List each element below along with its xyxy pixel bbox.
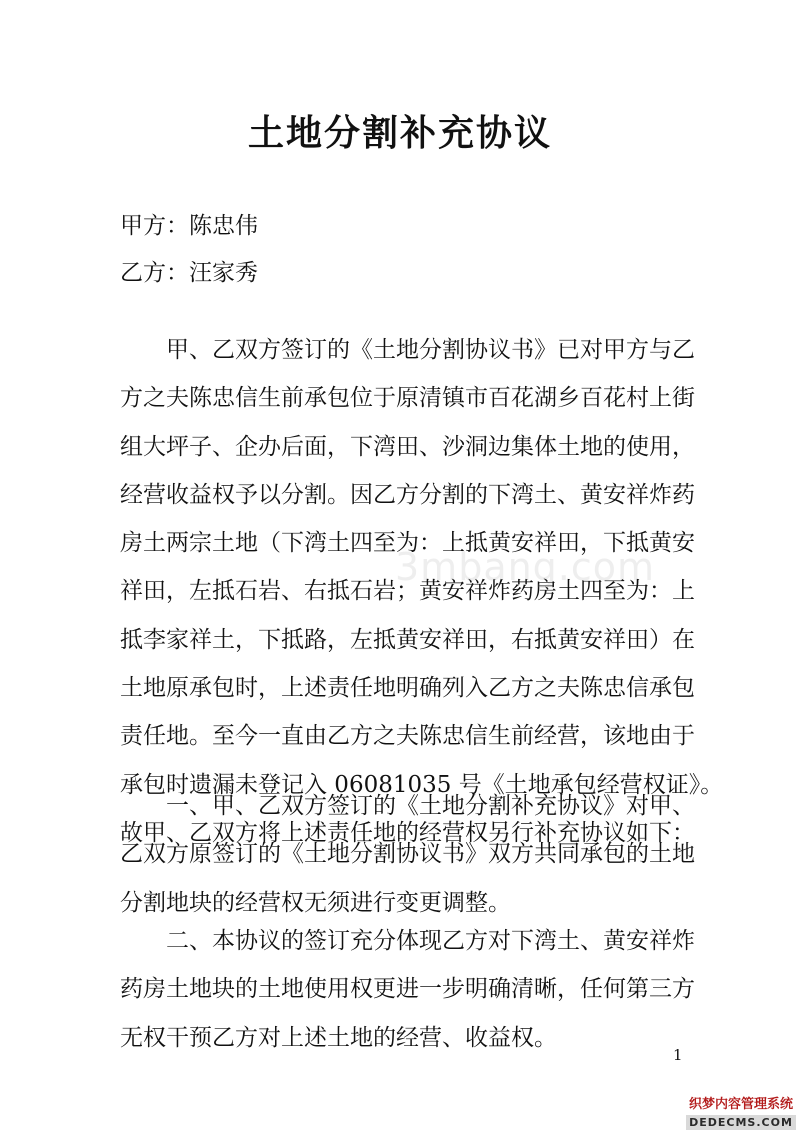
text-line: 故甲、乙双方将上述责任地的经营权另行补充协议如下： (120, 819, 695, 846)
text-line: 组大坪子、企办后面，下湾田、沙洞边集体土地的使用， (120, 433, 695, 460)
text-line: 责任地。至今一直由乙方之夫陈忠信生前经营，该地由于 (120, 723, 695, 750)
watermark-text: 3mbang.com (395, 545, 656, 589)
text-line: 乙双方原签订的《土地分割协议书》双方共同承包的土地 (120, 841, 695, 868)
text-line: 二、本协议的签订充分体现乙方对下湾土、黄安祥炸 (166, 928, 695, 954)
party-b-line: 乙方：汪家秀 (120, 260, 258, 286)
paragraph-clause-two (120, 917, 695, 1062)
text-line: 一、甲、乙双方签订的《土地分割补充协议》对甲、 (166, 793, 695, 819)
party-a-line: 甲方：陈忠伟 (120, 213, 258, 239)
text-line: 土地原承包时，上述责任地明确列入乙方之夫陈忠信承包 (120, 675, 695, 702)
brand-name-en: DEDECMS.COM (686, 1115, 796, 1130)
paragraph-intro (120, 326, 724, 857)
text-line: 祥田，左抵石岩、右抵石岩；黄安祥炸药房土四至为：上 (120, 578, 695, 605)
document-title: 土地分割补充协议 (247, 112, 552, 154)
text-line: 房土两宗土地（下湾土四至为：上抵黄安祥田，下抵黄安 (120, 530, 695, 557)
text-line: 分割地块的经营权无须进行变更调整。 (120, 889, 511, 916)
text-line: 药房土地块的土地使用权更进一步明确清晰，任何第三方 (120, 976, 695, 1003)
brand-name-cn: 织梦内容管理系统 (688, 1097, 793, 1112)
site-brand-logo (686, 1097, 796, 1131)
text-line: 无权干预乙方对上述土地的经营、收益权。 (120, 1024, 557, 1051)
text-line: 承包时遗漏未登记入 06081035 号《土地承包经营权证》。 (120, 771, 724, 798)
text-line: 方之夫陈忠信生前承包位于原清镇市百花湖乡百花村上街 (120, 385, 695, 412)
text-line: 经营收益权予以分割。因乙方分割的下湾土、黄安祥炸药 (120, 481, 695, 508)
text-line: 甲、乙双方签订的《土地分割协议书》已对甲方与乙 (166, 337, 695, 363)
text-line: 抵李家祥土，下抵路，左抵黄安祥田，右抵黄安祥田）在 (120, 626, 695, 653)
page-number: 1 (673, 1046, 683, 1064)
paragraph-clause-one (120, 782, 695, 927)
